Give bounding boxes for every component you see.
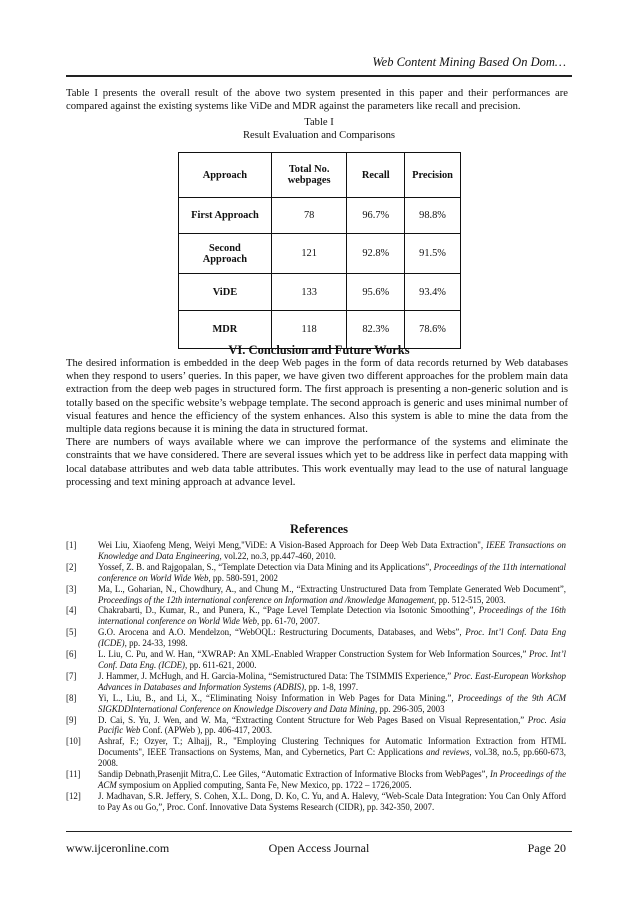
- table-caption: Result Evaluation and Comparisons: [242, 130, 396, 141]
- results-table: [178, 152, 461, 349]
- column-header-total-webpages: Total No. webpages: [271, 153, 347, 198]
- reference-number: [11]: [66, 769, 81, 780]
- approach-cell: MDR: [179, 311, 272, 349]
- footer-access-label: Open Access Journal: [268, 841, 370, 855]
- header-rule: [66, 75, 572, 77]
- reference-number: [5]: [66, 627, 77, 638]
- reference-item: [5] G.O. Arocena and A.O. Mendelzon, “WebOQL: Restructuring Documents, Databases, and Webs”, Proc. Int’l Conf. Data Eng (ICDE), pp. 24-33, 1998.: [66, 627, 567, 649]
- recall-cell: 82.3%: [347, 311, 405, 349]
- conclusion-paragraph: The desired information is embedded in the deep Web pages in the form of data records returned by Web databases when they respond to users’ queries. In this paper, we have given two different approaches for the problem main data extraction from the deep web pages in structured form. The first approach is presenting a non-generic solution and is totally based on the specific website’s webpage template. The second approach is generic and uses minimal number of visual features and hence the efficiency of the system enhances. Also this system is able to mine the data from the multiple data regions because it is mining the data in structured format.: [66, 358, 568, 436]
- precision-cell: 93.4%: [405, 274, 461, 311]
- reference-item: [3] Ma, L., Goharian, N., Chowdhury, A., and Chung M., “Extracting Unstructured Data from Template Generated Web Document”, Proceedings of the 12th international conference on Information and /knowledge Management, pp. 512-515, 2003.: [66, 583, 566, 605]
- table-row: [179, 234, 461, 274]
- reference-number: [1]: [66, 540, 77, 550]
- table-row: [179, 198, 461, 234]
- references-list: [66, 540, 566, 813]
- approach-cell: Second Approach: [179, 234, 272, 274]
- column-header-precision: Precision: [405, 153, 461, 198]
- reference-item: [11] Sandip Debnath,Prasenjit Mitra,C. Lee Giles, “Automatic Extraction of Informative Blocks from WebPages”, In Proceedings of the ACM symposium on Applied computing, Santa Fe, New Mexico, pp. 1722 – 1726,2005.: [66, 769, 567, 790]
- reference-number: [12]: [66, 790, 81, 801]
- conclusion-heading: VI. Conclusion and Future Works: [228, 343, 410, 357]
- conclusion-body: [66, 357, 568, 489]
- reference-number: [10]: [66, 736, 81, 747]
- table-label: Table I: [304, 117, 334, 128]
- conclusion-paragraph: There are numbers of ways available where we can improve the performance of the systems and eliminate the constraints that we have considered. There are several issues which yet to be address like in perfect data mapping with local database attributes and web data table attributes. This work eventually may lead to the use of natural language processing and text mining approach at advance level.: [66, 437, 568, 488]
- reference-item: [2] Yossef, Z. B. and Rajgopalan, S., “Template Detection via Data Mining and its Applications”, Proceedings of the 11th international conference on World Wide Web, pp. 580-591, 2002: [66, 561, 566, 583]
- footer-journal-url[interactable]: www.ijceronline.com: [66, 841, 170, 855]
- column-header-recall: Recall: [347, 153, 405, 198]
- reference-item: [9] D. Cai, S. Yu, J. Wen, and W. Ma, “Extracting Content Structure for Web Pages Based on Visual Representation,” Proc. Asia Pacific Web Conf. (APWeb ), pp. 406-417, 2003.: [66, 714, 566, 736]
- reference-item: [1] Wei Liu, Xiaofeng Meng, Weiyi Meng,"ViDE: A Vision-Based Approach for Deep Web Data Extraction", IEEE Transactions on Knowledge and Data Engineering, vol.22, no.3, pp.447-460, 2010.: [66, 540, 566, 561]
- recall-cell: 95.6%: [347, 274, 405, 311]
- footer-rule: [66, 831, 572, 832]
- running-header: Web Content Mining Based On Dom…: [372, 55, 566, 69]
- approach-cell: ViDE: [179, 274, 272, 311]
- references-heading: References: [289, 522, 349, 536]
- reference-item: [7] J. Hammer, J. McHugh, and H. Garcia-Molina, “Semistructured Data: The TSIMMIS Experience,” Proc. East-European Workshop Advances in Databases and Information Systems (ADBIS), pp. 1-8, 1997.: [66, 670, 566, 692]
- intro-paragraph: Table I presents the overall result of the above two system presented in this paper and their performances are compared against the existing systems like ViDe and MDR against the parameters like recall and precision.: [66, 88, 568, 113]
- precision-cell: 91.5%: [405, 234, 461, 274]
- table-row: [179, 274, 461, 311]
- precision-cell: 98.8%: [405, 198, 461, 234]
- reference-item: [8] Yi, L., Liu, B., and Li, X., “Eliminating Noisy Information in Web Pages for Data Mining.”, Proceedings of the 9th ACM SIGKDDInternational Conference on Knowledge Discovery and Data Mining, pp. 296-305, 2003: [66, 692, 566, 714]
- reference-number: [3]: [66, 583, 77, 594]
- reference-item: [10] Ashraf, F.; Ozyer, T.; Alhajj, R., "Employing Clustering Techniques for Automatic Information Extraction from HTML Documents", IEEE Transactions on Systems, Man, and Cybernetics, Part C: Applications and reviews, vol.38, no.5, pp.660-673, 2008.: [66, 736, 567, 769]
- reference-number: [4]: [66, 605, 77, 616]
- reference-number: [6]: [66, 649, 77, 660]
- precision-cell: 78.6%: [405, 311, 461, 349]
- column-header-approach: Approach: [179, 153, 272, 198]
- approach-cell: First Approach: [179, 198, 272, 234]
- reference-item: [12] J. Madhavan, S.R. Jeffery, S. Cohen, X.L. Dong, D. Ko, C. Yu, and A. Halevy, “Web-Scale Data Integration: You Can Only Afford to Pay As ou Go,”, Proc. Conf. Innovative Data Systems Research (CIDR), pp. 342-350, 2007.: [66, 790, 566, 812]
- table-header-row: [179, 153, 461, 198]
- total-cell: 78: [271, 198, 347, 234]
- reference-number: [2]: [66, 561, 77, 572]
- total-cell: 121: [271, 234, 347, 274]
- recall-cell: 96.7%: [347, 198, 405, 234]
- total-cell: 118: [271, 311, 347, 349]
- footer-page-number: Page 20: [527, 841, 566, 855]
- reference-item: [4] Chakrabarti, D., Kumar, R., and Punera, K., “Page Level Template Detection via Isotonic Smoothing”, Proceedings of the 16th international conference on World Wide Web, pp. 61-70, 2007.: [66, 605, 566, 627]
- total-cell: 133: [271, 274, 347, 311]
- recall-cell: 92.8%: [347, 234, 405, 274]
- reference-item: [6] L. Liu, C. Pu, and W. Han, “XWRAP: An XML-Enabled Wrapper Construction System for Web Information Sources,” Proc. Int’l Conf. Data Eng. (ICDE), pp. 611-621, 2000.: [66, 649, 567, 670]
- reference-number: [7]: [66, 670, 77, 681]
- reference-number: [9]: [66, 714, 77, 725]
- reference-number: [8]: [66, 692, 77, 703]
